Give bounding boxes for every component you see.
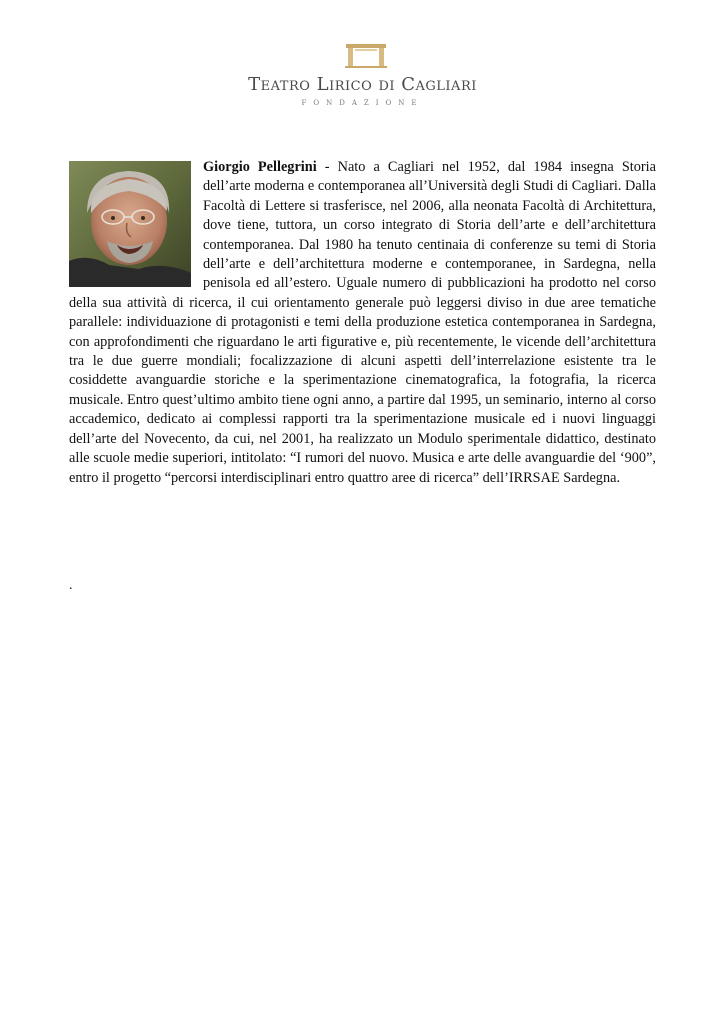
biography-paragraph bbox=[69, 158, 656, 488]
name-separator: - bbox=[316, 159, 338, 175]
logo-subtitle: FONDAZIONE bbox=[301, 99, 424, 107]
stage-curtain-icon bbox=[343, 43, 389, 69]
trailing-dot: . bbox=[69, 578, 73, 593]
theatre-logo bbox=[0, 40, 725, 120]
person-name: Giorgio Pellegrini bbox=[203, 159, 317, 175]
biography-text: Nato a Cagliari nel 1952, dal 1984 insegna Storia dell’arte moderna e contemporanea all’Università degli Studi di Cagliari. Dalla Facoltà di Lettere si trasferisce, nel 2006, alla neonata Facoltà di Architettura, dove tiene, tuttora, un corso integrato di Storia dell’arte e dell’architettura contemporanea. Dal 1980 ha tenuto centinaia di conferenze su temi di Storia dell’arte e dell’architettura moderne e contemporanee, in Sardegna, nella penisola ed all’estero. Uguale numero di pubblicazioni ha prodotto nel corso della sua attività di ricerca, il cui orientamento generale può leggersi diviso in due aree tematiche parallele: individuazione di protagonisti e temi della produzione estetica contemporanea in Sardegna, con approfondimenti che riguardano le arti figurative e, più recentemente, le vicende dell’architettura tra le due guerre mondiali; focalizzazione di alcuni aspetti dell’interrelazione esistente tra le cosiddette avanguardie storiche e la sperimentazione cinematografica, la fotografia, la ricerca musicale. Entro quest’ultimo ambito tiene ogni anno, a partire dal 1995, un seminario, interno al corso accademico, dedicato ai complessi rapporti tra la sperimentazione musicale ed i nuovi linguaggi dell’arte del Novecento, da cui, nel 2001, ha realizzato un Modulo sperimentale didattico, destinato alle scuole medie superiori, intitolato: “I rumori del nuovo. Musica e arte delle avanguardie del ‘900”, entro il progetto “percorsi interdisciplinari entro quattro aree di ricerca” dell’IRRSAE Sardegna. bbox=[69, 159, 656, 486]
logo-title: Teatro Lirico di Cagliari bbox=[248, 74, 477, 95]
portrait-spacer bbox=[69, 158, 203, 291]
